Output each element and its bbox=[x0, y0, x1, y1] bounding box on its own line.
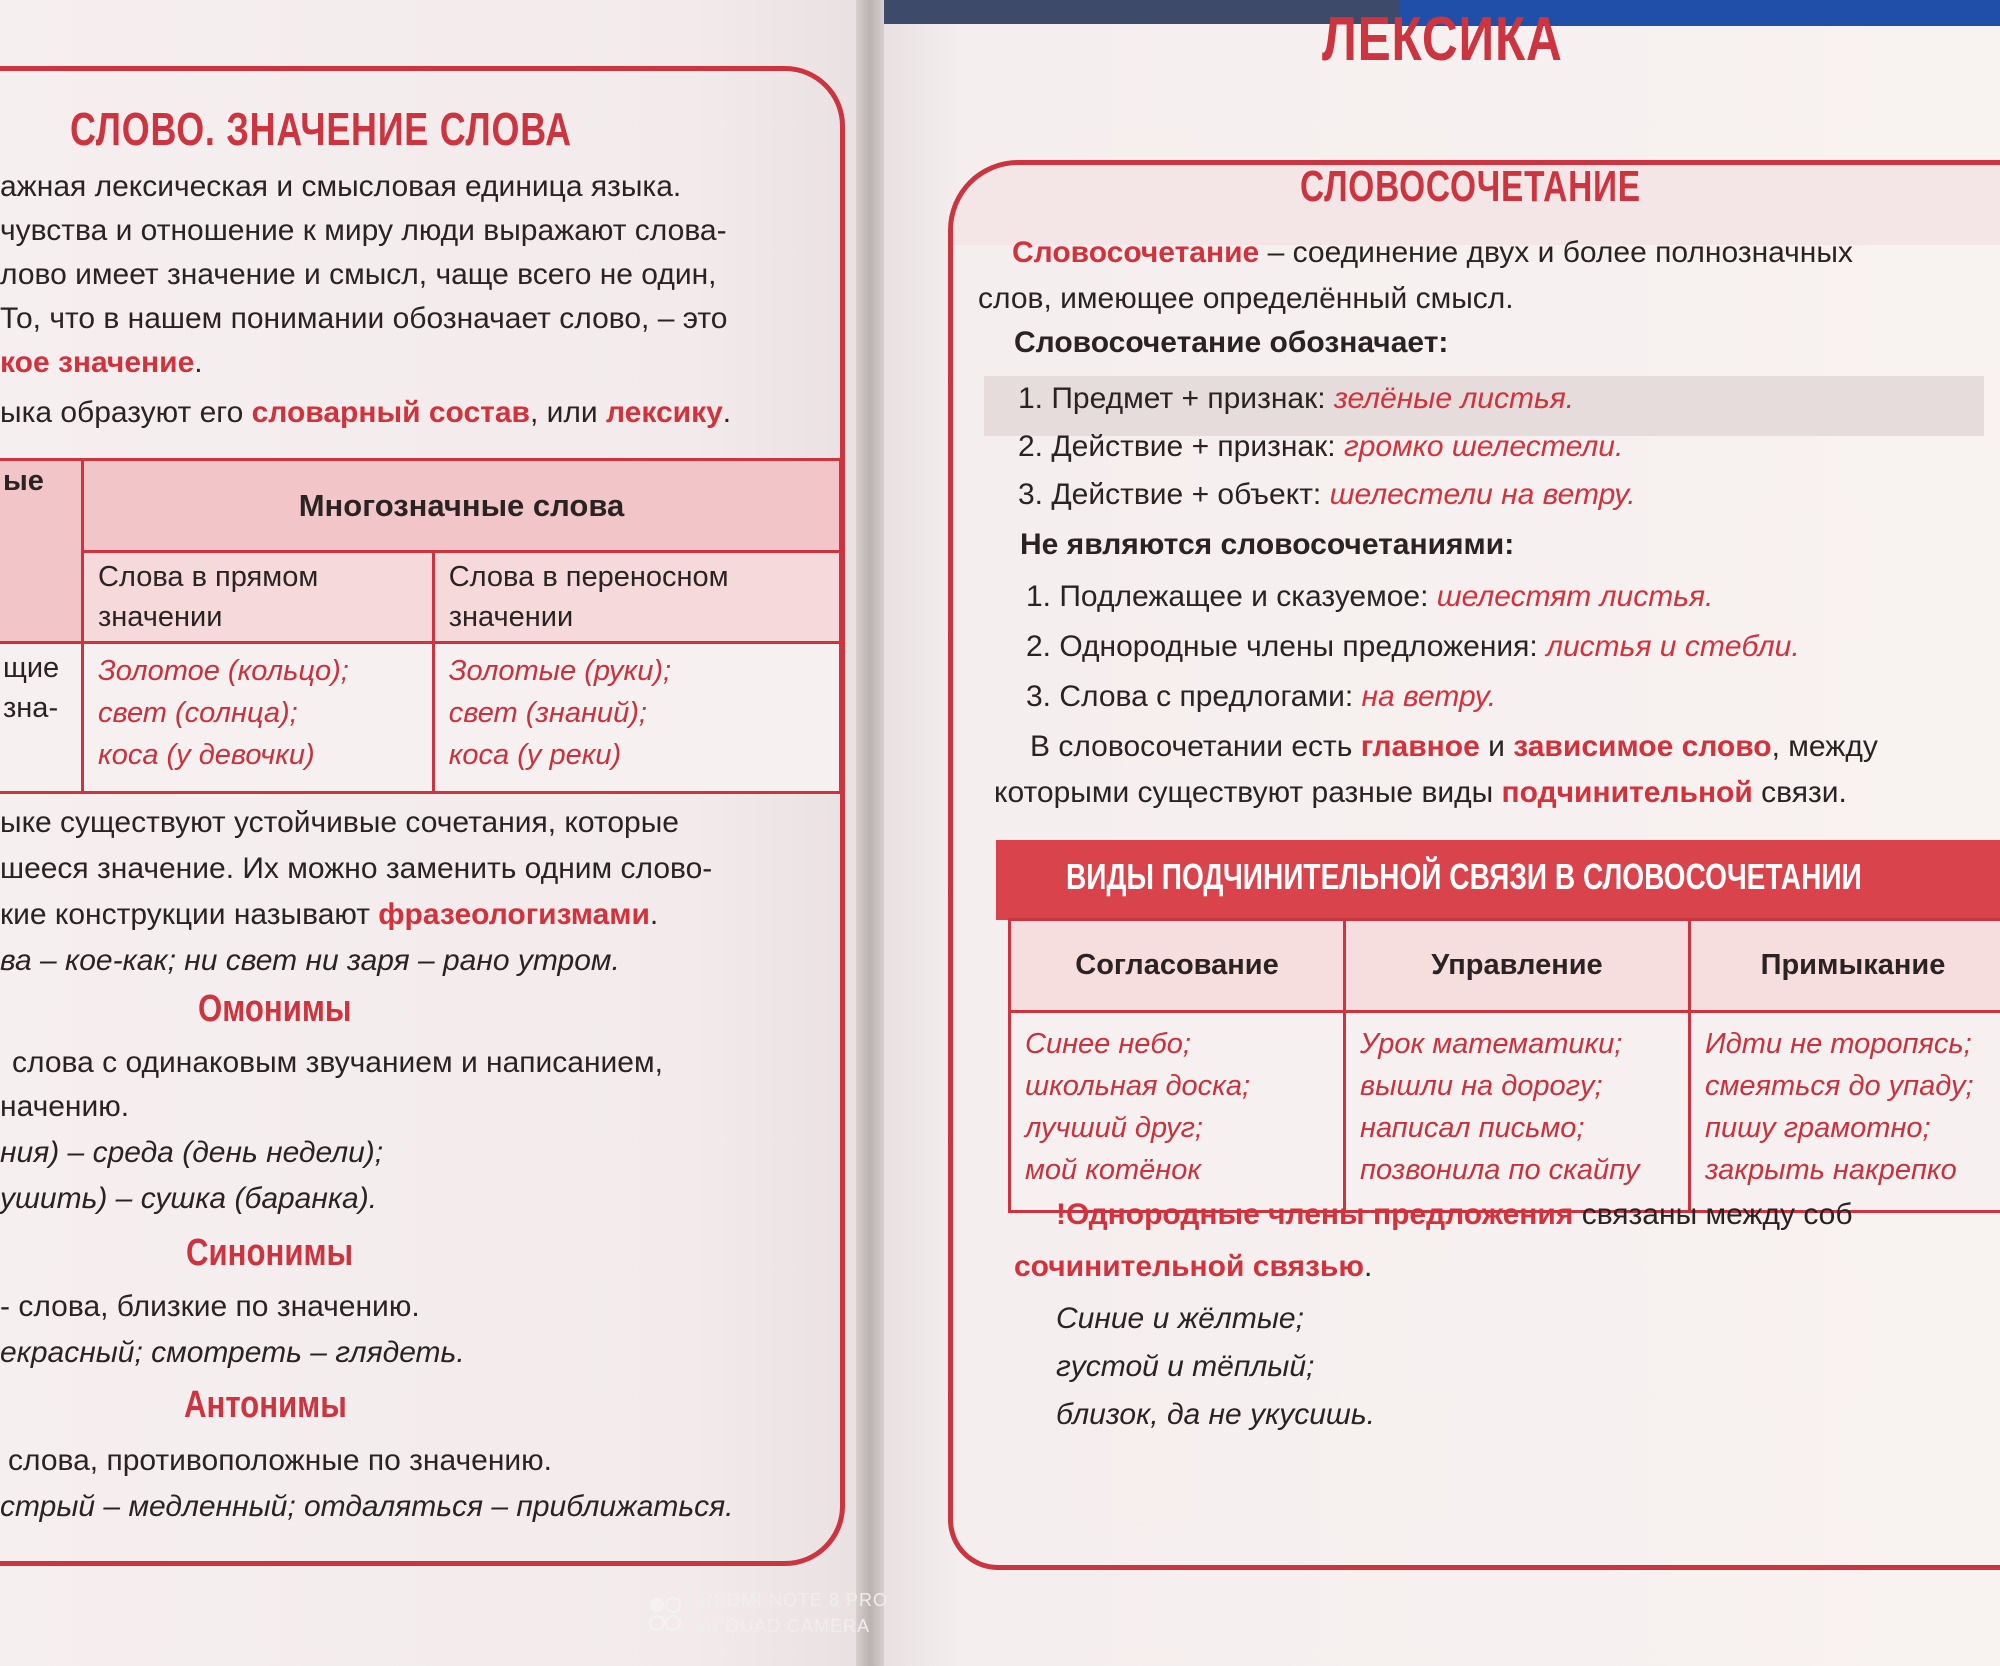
table-header-polysemy: Многозначные слова bbox=[83, 460, 841, 552]
term-podchinitelnaya: подчинительной bbox=[1501, 776, 1753, 809]
intro-line-3: лово имеет значение и смысл, чаще всего не один, bbox=[0, 258, 717, 291]
table-left-fragment-header: ые bbox=[0, 460, 83, 643]
main-dependent-line-2: которыми существуют разные виды подчинительной связи. bbox=[994, 776, 1847, 809]
homogeneous-example-1: Синие и жёлтые; bbox=[1056, 1302, 1304, 1335]
intro-term: кое значение bbox=[0, 346, 195, 379]
homogeneous-example-3: близок, да не укусишь. bbox=[1056, 1398, 1375, 1431]
phraseo-line-3: кие конструкции называют фразеологизмами. bbox=[0, 898, 659, 931]
collocation-definition-1: Словосочетание – соединение двух и более полнозначных bbox=[1012, 236, 1853, 269]
col2-header: Слова в переносном значении bbox=[433, 552, 840, 643]
phraseo-line-1: ыке существуют устойчивые сочетания, которые bbox=[0, 806, 679, 839]
homogeneous-note-line-1: !Однородные члены предложения связаны между соб bbox=[1056, 1198, 1853, 1231]
table-left-fragment-cell: щие зна- bbox=[0, 643, 83, 793]
lexicon-line: ыка образуют его словарный состав, или лексику. bbox=[0, 396, 732, 429]
book-gutter bbox=[856, 0, 884, 1666]
header-soglasovanie: Согласование bbox=[1010, 920, 1345, 1012]
polysemy-table bbox=[0, 458, 842, 794]
homonyms-heading: Омонимы bbox=[198, 988, 352, 1030]
term-zavisimoe-slovo: зависимое слово bbox=[1513, 730, 1772, 763]
homonyms-definition: слова с одинаковым звучанием и написанием, bbox=[12, 1046, 663, 1079]
col2-examples: Золотые (руки); свет (знаний); коса (у реки) bbox=[433, 643, 840, 793]
col1-examples: Золотое (кольцо); свет (солнца); коса (у девочки) bbox=[83, 643, 434, 793]
homogeneous-example-2: густой и тёплый; bbox=[1056, 1350, 1315, 1383]
examples-soglasovanie: Синее небо; школьная доска; лучший друг; мой котёнок bbox=[1010, 1012, 1345, 1212]
examples-primykanie: Идти не торопясь; смеяться до упаду; пишу грамотно; закрыть накрепко bbox=[1690, 1012, 2000, 1212]
denotes-item-2: 2. Действие + признак: громко шелестели. bbox=[1018, 430, 1624, 463]
watermark-line-1: REDMI NOTE 8 PRO bbox=[700, 1590, 889, 1610]
intro-line-1: ажная лексическая и смысловая единица языка. bbox=[0, 170, 682, 203]
term-glavnoe: главное bbox=[1360, 730, 1480, 763]
synonyms-example: екрасный; смотреть – глядеть. bbox=[0, 1336, 465, 1369]
main-dependent-line-1: В словосочетании есть главное и зависимое слово, между bbox=[1030, 730, 1878, 763]
denotes-item-3: 3. Действие + объект: шелестели на ветру. bbox=[1018, 478, 1636, 511]
term-slovarny-sostav: словарный состав bbox=[251, 396, 530, 429]
denotes-item-1: 1. Предмет + признак: зелёные листья. bbox=[1018, 382, 1575, 415]
homonyms-example-1: ния) – среда (день недели); bbox=[0, 1136, 384, 1169]
not-collocations-heading: Не являются словосочетаниями: bbox=[1020, 528, 1515, 561]
phraseo-example: ва – кое-как; ни свет ни заря – рано утром. bbox=[0, 944, 620, 977]
not-item-2: 2. Однородные члены предложения: листья и стебли. bbox=[1026, 630, 1800, 663]
header-upravlenie: Управление bbox=[1345, 920, 1690, 1012]
right-page-title: СЛОВОСОЧЕТАНИЕ bbox=[1300, 162, 1641, 211]
synonyms-heading: Синонимы bbox=[186, 1232, 354, 1274]
denotes-heading: Словосочетание обозначает: bbox=[1014, 326, 1449, 359]
antonyms-example: стрый – медленный; отдаляться – приближаться. bbox=[0, 1490, 734, 1523]
header-primykanie: Примыкание bbox=[1690, 920, 2000, 1012]
not-item-1: 1. Подлежащее и сказуемое: шелестят листья. bbox=[1026, 580, 1714, 613]
phraseo-line-2: шееся значение. Их можно заменить одним слово- bbox=[0, 852, 713, 885]
exclamation-mark: ! bbox=[1056, 1198, 1066, 1231]
examples-upravlenie: Урок математики; вышли на дорогу; написал письмо; позвонила по скайпу bbox=[1345, 1012, 1690, 1212]
collocation-definition-2: слов, имеющее определённый смысл. bbox=[978, 282, 1514, 315]
not-item-3: 3. Слова с предлогами: на ветру. bbox=[1026, 680, 1497, 713]
term-leksika: лексику bbox=[606, 396, 723, 429]
synonyms-definition: - слова, близкие по значению. bbox=[0, 1290, 420, 1323]
camera-logo-icon bbox=[648, 1594, 682, 1634]
term-slovosochetanie: Словосочетание bbox=[1012, 236, 1260, 269]
col1-header: Слова в прямом значении bbox=[83, 552, 434, 643]
right-page-header: ЛЕКСИКА bbox=[1322, 5, 1563, 74]
homogeneous-note-line-2: сочинительной связью. bbox=[1014, 1250, 1373, 1283]
term-frazeologizmy: фразеологизмами bbox=[378, 898, 650, 931]
watermark-line-2: AI QUAD CAMERA bbox=[700, 1616, 871, 1636]
term-sochinitelnaya-svyaz: сочинительной связью bbox=[1014, 1250, 1364, 1283]
antonyms-heading: Антонимы bbox=[184, 1384, 347, 1426]
intro-line-2: чувства и отношение к миру люди выражают слова- bbox=[0, 214, 727, 247]
homonyms-example-2: ушить) – сушка (баранка). bbox=[0, 1182, 378, 1215]
left-page-title: СЛОВО. ЗНАЧЕНИЕ СЛОВА bbox=[70, 103, 572, 155]
link-types-title: ВИДЫ ПОДЧИНИТЕЛЬНОЙ СВЯЗИ В СЛОВОСОЧЕТАНИИ bbox=[1066, 856, 1862, 897]
term-odnorodnye-chleny: Однородные члены предложения bbox=[1066, 1198, 1574, 1231]
link-types-table bbox=[1008, 918, 2000, 1213]
homonyms-definition-2: начению. bbox=[0, 1090, 130, 1123]
intro-line-5: кое значение. bbox=[0, 346, 203, 379]
antonyms-definition: слова, противоположные по значению. bbox=[8, 1444, 552, 1477]
intro-line-4: То, что в нашем понимании обозначает слово, – это bbox=[0, 302, 728, 335]
